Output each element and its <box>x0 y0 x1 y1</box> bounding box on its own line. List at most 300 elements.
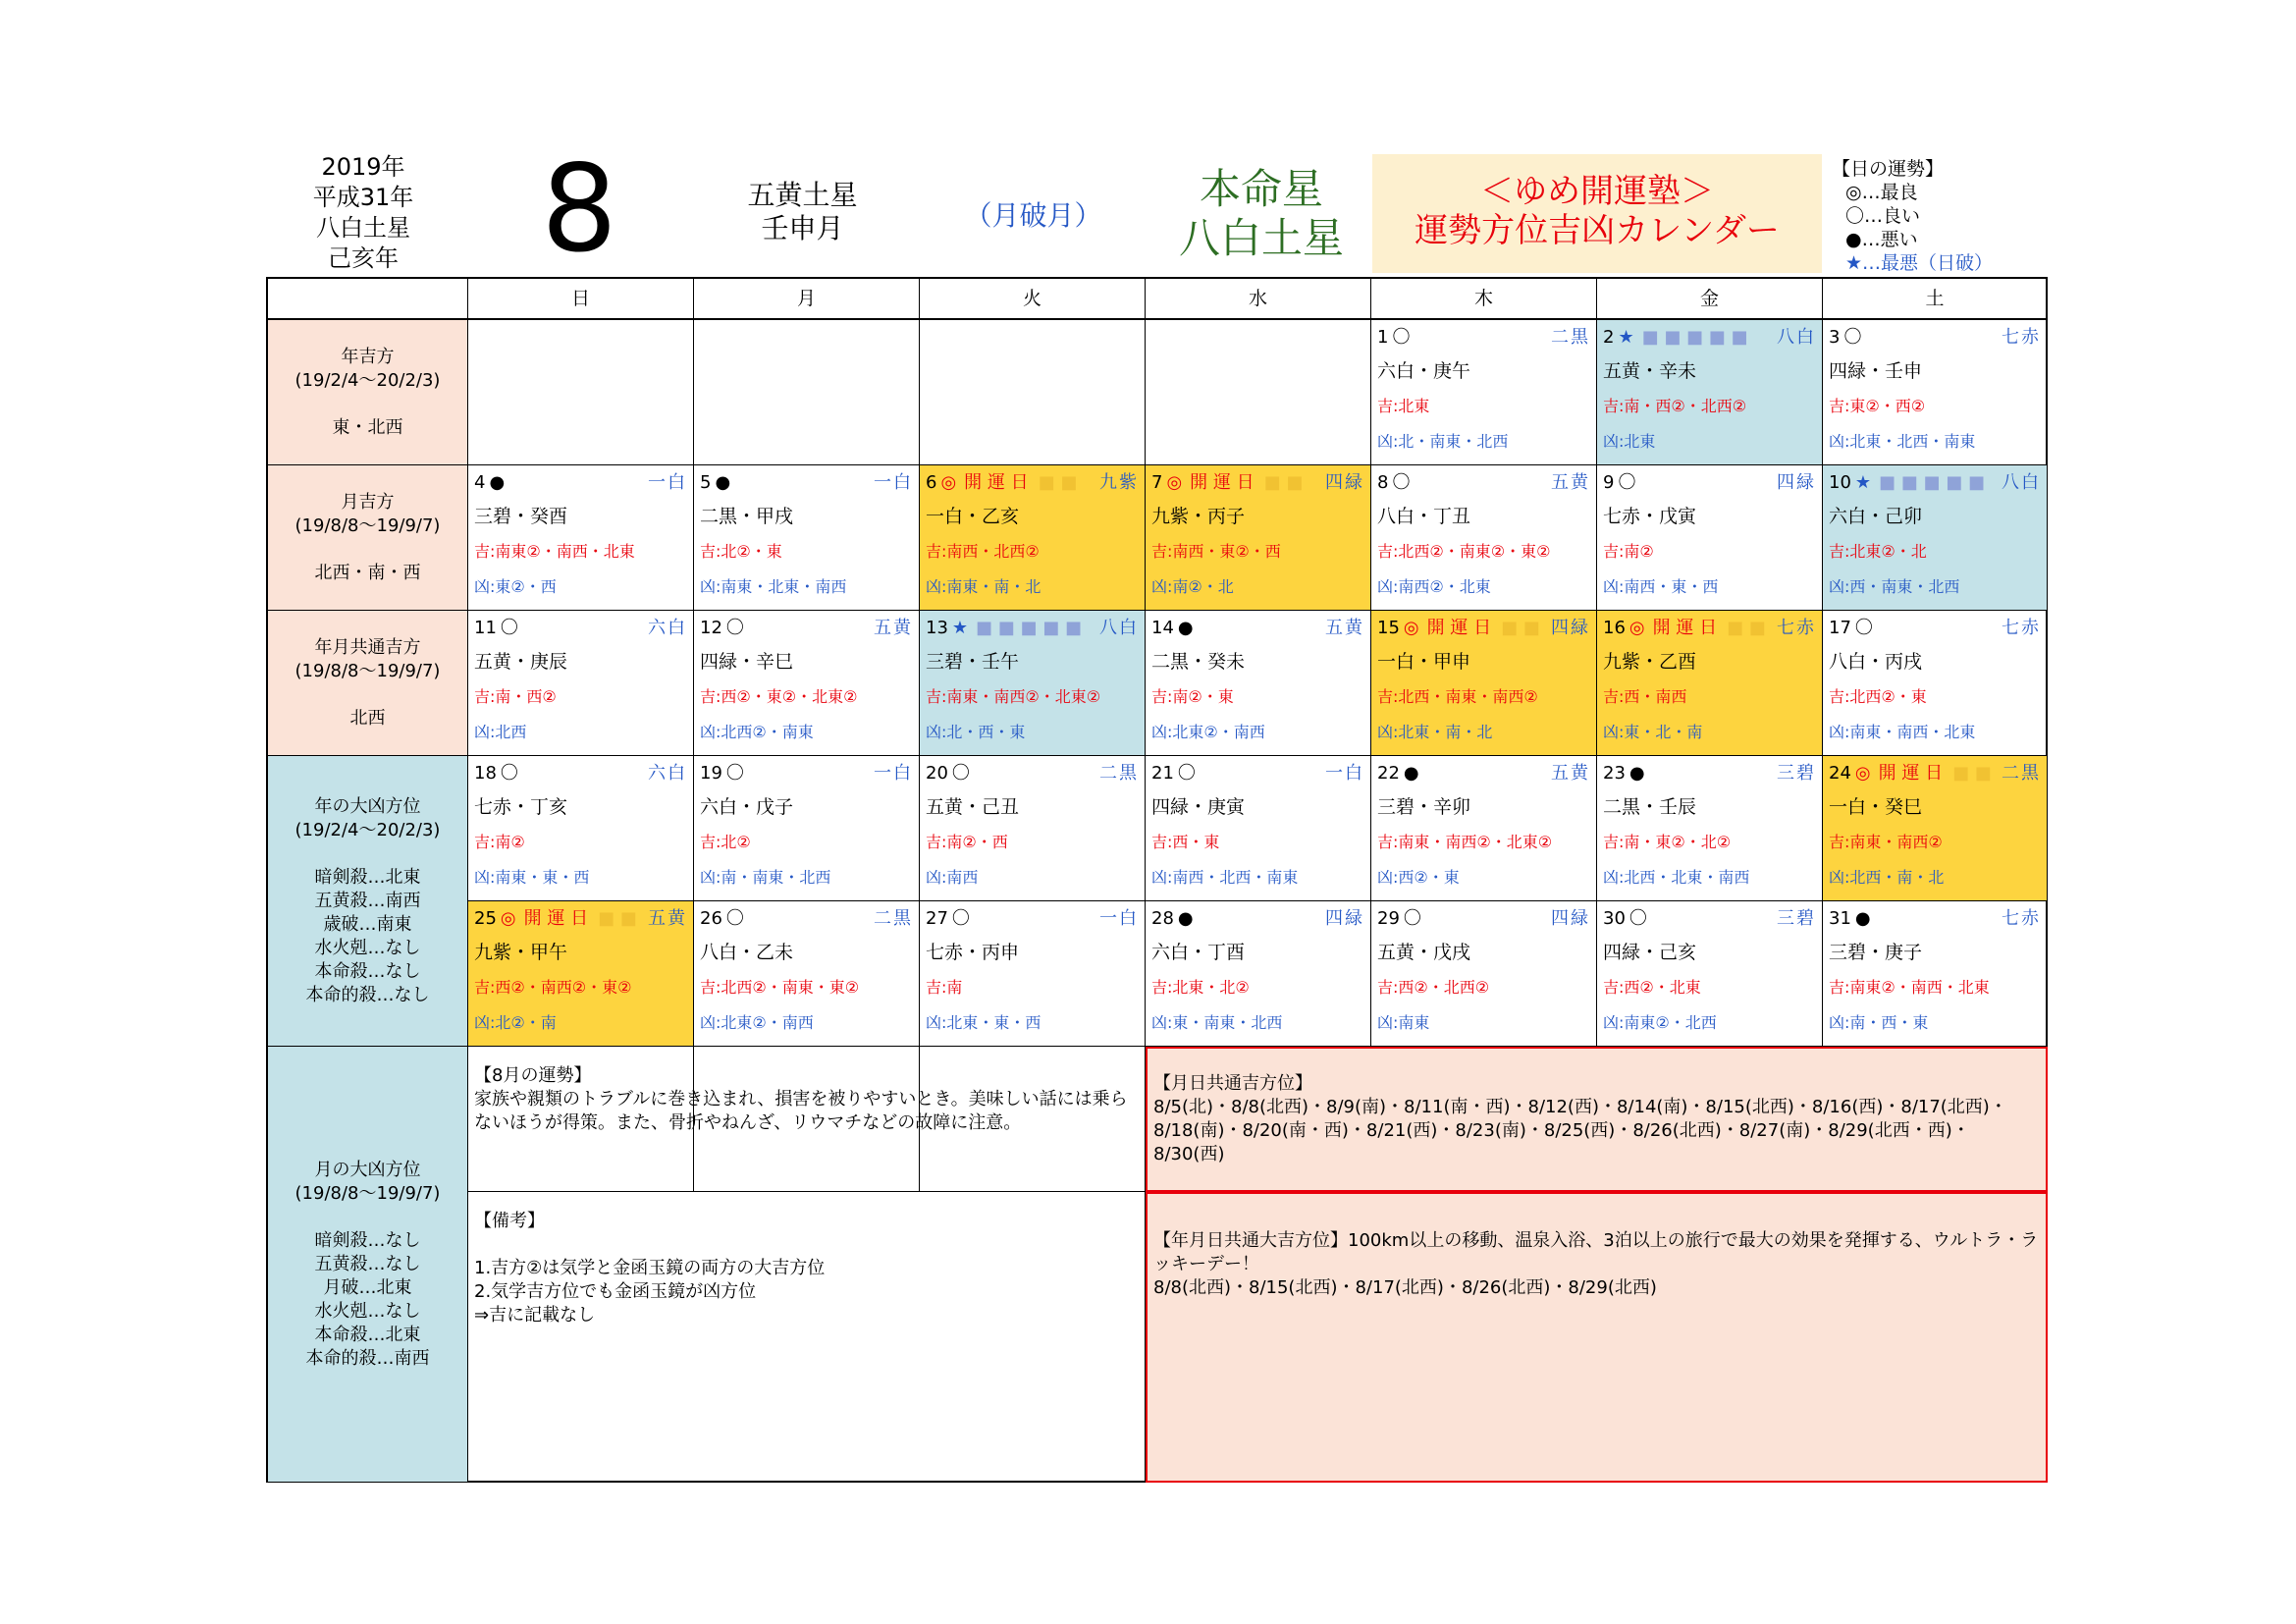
kaiun-squares: ■ ■ <box>1038 472 1078 493</box>
day-header-line <box>700 762 913 785</box>
day-number: 21 <box>1151 763 1174 784</box>
day-star: 二黒 <box>2002 763 2041 784</box>
honmei-line: 本命星 <box>1199 165 1323 213</box>
day-cell[interactable] <box>1371 320 1597 465</box>
fortune-title: 【8月の運勢】 <box>474 1065 592 1086</box>
month-number: 8 <box>541 139 617 279</box>
day-number: 11 <box>474 618 497 638</box>
day-number: 14 <box>1151 618 1174 638</box>
legend-item: ★…最悪（日破） <box>1845 252 1994 274</box>
day-star: 五黄 <box>1551 472 1590 493</box>
day-kanshi: 四緑・庚寅 <box>1151 796 1246 818</box>
day-star: 三碧 <box>1777 763 1816 784</box>
day-number: 22 <box>1377 763 1400 784</box>
kaiun-label: 開 運 日 <box>1652 618 1718 638</box>
day-kanshi: 七赤・戊寅 <box>1603 506 1697 527</box>
day-number: 10 <box>1829 472 1851 493</box>
day-fortune-mark: ★ <box>1854 472 1872 493</box>
sidebar-line: 東・北西 <box>332 417 403 438</box>
sidebar-line: 本命的殺…南西 <box>305 1348 430 1369</box>
notes-line: 2.気学吉方位でも金函玉鏡が凶方位 <box>474 1281 757 1302</box>
day-number: 8 <box>1377 472 1389 493</box>
day-good-direction: 吉:南② <box>1603 542 1654 561</box>
sidebar-line: 年吉方 <box>341 347 395 367</box>
day-header-line <box>1603 617 1816 640</box>
day-fortune-mark: ★ <box>1618 327 1634 348</box>
day-fortune-mark: 〇 <box>951 763 970 784</box>
day-fortune-mark: ● <box>1854 908 1871 929</box>
day-star: 一白 <box>874 763 913 784</box>
day-header-line <box>1829 326 2041 350</box>
day-kanshi: 三碧・壬午 <box>926 651 1020 673</box>
day-star: 七赤 <box>2002 908 2041 929</box>
day-bad-direction: 凶:北・南東・北西 <box>1377 432 1509 451</box>
day-header-line <box>700 617 913 640</box>
header-corner <box>268 279 468 320</box>
day-good-direction: 吉:北東②・北 <box>1829 542 1927 561</box>
day-cell[interactable] <box>1371 611 1597 756</box>
weekday-header: 土 <box>1823 279 2048 320</box>
year-info <box>294 152 432 274</box>
day-kanshi: 一白・甲申 <box>1377 651 1471 673</box>
day-star: 四緑 <box>1325 908 1364 929</box>
kaiun-label: 開 運 日 <box>1190 472 1255 493</box>
day-bad-direction: 凶:西②・東 <box>1377 868 1460 887</box>
month-star <box>721 179 883 245</box>
day-star: 一白 <box>648 472 687 493</box>
day-bad-direction: 凶:南・南東・北西 <box>700 868 831 887</box>
legend-item: 〇…良い <box>1845 205 1921 227</box>
weekday-header: 月 <box>694 279 920 320</box>
day-header-line <box>1377 326 1590 350</box>
day-bad-direction: 凶:南東・南・北 <box>926 577 1041 596</box>
kaiun-label: 開 運 日 <box>1878 763 1944 784</box>
day-cell[interactable] <box>1597 901 1823 1047</box>
day-star: 五黄 <box>648 908 687 929</box>
day-bad-direction: 凶:南・西・東 <box>1829 1013 1929 1032</box>
day-fortune-mark: ◎ <box>1403 618 1419 638</box>
kaiun-label: 開 運 日 <box>964 472 1029 493</box>
notes-spacer <box>474 1233 1139 1257</box>
day-cell[interactable] <box>920 756 1146 901</box>
sidebar-line: 本命殺…北東 <box>314 1325 421 1345</box>
day-cell[interactable] <box>1823 320 2048 465</box>
sidebar-line: (19/8/8～19/9/7) <box>294 661 441 681</box>
day-cell[interactable] <box>1823 901 2048 1047</box>
day-good-direction: 吉:西・東 <box>1151 833 1220 851</box>
day-kanshi: 五黄・辛未 <box>1603 360 1697 382</box>
month-star-line: 壬申月 <box>761 212 844 244</box>
day-bad-direction: 凶:北・西・東 <box>926 723 1026 741</box>
day-good-direction: 吉:北西・南東・南西② <box>1377 687 1538 706</box>
day-bad-direction: 凶:南②・北 <box>1151 577 1234 596</box>
day-fortune-mark: 〇 <box>725 908 744 929</box>
day-header-line <box>1603 326 1816 350</box>
sidebar-line <box>268 393 467 416</box>
day-bad-direction: 凶:北西 <box>474 723 527 741</box>
kaiun-squares: ■ ■ <box>1727 618 1766 638</box>
day-kanshi: 六白・己卯 <box>1829 506 1923 527</box>
day-number: 24 <box>1829 763 1851 784</box>
day-good-direction: 吉:南・西②・北西② <box>1603 397 1747 415</box>
ultra-lucky-text: 8/8(北西)・8/15(北西)・8/17(北西)・8/26(北西)・8/29(北西) <box>1153 1277 1657 1298</box>
day-cell[interactable] <box>1597 465 1823 611</box>
day-star: 二黒 <box>874 908 913 929</box>
day-good-direction: 吉:南東②・南西・北東 <box>474 542 635 561</box>
weekday-header: 火 <box>920 279 1146 320</box>
year-line: 平成31年 <box>312 184 414 211</box>
day-kanshi: 八白・丙戌 <box>1829 651 1923 673</box>
day-cell[interactable] <box>1597 756 1823 901</box>
day-fortune-mark: 〇 <box>1177 763 1196 784</box>
day-good-direction: 吉:南②・東 <box>1151 687 1234 706</box>
day-good-direction: 吉:西②・南西②・東② <box>474 978 632 997</box>
day-bad-direction: 凶:北東・南・北 <box>1377 723 1493 741</box>
day-good-direction: 吉:西②・北西② <box>1377 978 1490 997</box>
day-cell[interactable] <box>1823 756 2048 901</box>
sidebar-line <box>268 683 467 707</box>
calendar-grid <box>266 277 2048 1483</box>
day-fortune-mark: ◎ <box>1629 618 1645 638</box>
sidebar-line: 月破…北東 <box>323 1277 412 1298</box>
sidebar-line <box>268 538 467 562</box>
day-cell[interactable] <box>694 611 920 756</box>
day-fortune-mark: 〇 <box>1392 472 1411 493</box>
day-bad-direction: 凶:南西・東・西 <box>1603 577 1719 596</box>
sidebar-line: 北西・南・西 <box>314 563 421 583</box>
day-bad-direction: 凶:南西②・北東 <box>1377 577 1491 596</box>
day-header-line <box>1829 762 2041 785</box>
notes-line: ⇒吉に記載なし <box>474 1305 596 1326</box>
empty-day-cell <box>694 320 920 465</box>
day-cell[interactable] <box>1597 611 1823 756</box>
day-good-direction: 吉:東②・西② <box>1829 397 1926 415</box>
day-bad-direction: 凶:北西②・南東 <box>700 723 814 741</box>
day-bad-direction: 凶:西・南東・北西 <box>1829 577 1960 596</box>
day-star: 四緑 <box>1551 908 1590 929</box>
year-line: 己亥年 <box>328 244 399 272</box>
day-bad-direction: 凶:南西・北西・南東 <box>1151 868 1299 887</box>
kaiun-squares: ■ ■ <box>1501 618 1540 638</box>
day-star: 九紫 <box>1099 472 1139 493</box>
sidebar-line: 月の大凶方位 <box>314 1160 421 1180</box>
day-fortune-mark: 〇 <box>1392 327 1411 348</box>
day-bad-direction: 凶:東・北・南 <box>1603 723 1703 741</box>
day-header-line <box>1151 907 1364 931</box>
day-fortune-mark: 〇 <box>500 618 518 638</box>
year-line: 八白土星 <box>316 214 410 242</box>
day-star: 二黒 <box>1099 763 1139 784</box>
day-cell[interactable] <box>694 901 920 1047</box>
day-cell[interactable] <box>694 756 920 901</box>
day-header-line <box>1603 471 1816 495</box>
day-header-line <box>926 617 1139 640</box>
bad-day-squares: ■ ■ ■ ■ ■ <box>976 618 1082 638</box>
sidebar-line <box>268 842 467 866</box>
sidebar-line: 水火剋…なし <box>314 938 421 958</box>
day-bad-direction: 凶:北②・南 <box>474 1013 557 1032</box>
sidebar-section <box>268 611 468 756</box>
day-cell[interactable] <box>1371 756 1597 901</box>
sidebar-line: 暗剣殺…北東 <box>314 867 421 888</box>
day-kanshi: 四緑・己亥 <box>1603 942 1697 963</box>
day-star: 一白 <box>1325 763 1364 784</box>
day-number: 16 <box>1603 618 1626 638</box>
day-good-direction: 吉:北東 <box>1377 397 1430 415</box>
day-kanshi: 七赤・丁亥 <box>474 796 568 818</box>
day-fortune-mark: 〇 <box>1843 327 1862 348</box>
day-star: 三碧 <box>1777 908 1816 929</box>
day-number: 17 <box>1829 618 1851 638</box>
honmei-star <box>1148 165 1374 263</box>
day-header-line <box>1377 907 1590 931</box>
day-cell[interactable] <box>1371 465 1597 611</box>
empty-day-cell <box>468 320 694 465</box>
day-bad-direction: 凶:南東・南西・北東 <box>1829 723 1976 741</box>
day-star: 七赤 <box>2002 618 2041 638</box>
sidebar-section <box>268 320 468 465</box>
day-fortune-mark: ● <box>1177 908 1194 929</box>
day-cell[interactable] <box>920 465 1146 611</box>
day-number: 20 <box>926 763 948 784</box>
day-cell[interactable] <box>920 611 1146 756</box>
day-bad-direction: 凶:北東・北西・南東 <box>1829 432 1976 451</box>
day-header-line <box>926 762 1139 785</box>
year-line: 2019年 <box>321 153 405 181</box>
kaiun-label: 開 運 日 <box>1426 618 1492 638</box>
fortune-box <box>468 1047 1146 1192</box>
day-star: 七赤 <box>2002 327 2041 348</box>
day-good-direction: 吉:北② <box>700 833 751 851</box>
day-good-direction: 吉:北西②・南東②・東② <box>1377 542 1551 561</box>
day-cell[interactable] <box>468 465 694 611</box>
day-cell[interactable] <box>468 756 694 901</box>
sidebar-line: (19/8/8～19/9/7) <box>294 1183 441 1204</box>
day-number: 1 <box>1377 327 1389 348</box>
day-kanshi: 三碧・辛卯 <box>1377 796 1471 818</box>
common-direction-text: 8/5(北)・8/8(北西)・8/9(南)・8/11(南・西)・8/12(西)・8/14(南)・8/15(北西)・8/16(西)・8/17(北西)・8/18(南)・8/20(南・西)・8/21(西)・8/23(南)・8/25(西)・8/26(北西)・8/27(南)・8/29(北西・西)・8/30(西) <box>1153 1097 2007 1164</box>
day-good-direction: 吉:南東・南西②・北東② <box>1377 833 1553 851</box>
day-number: 23 <box>1603 763 1626 784</box>
day-fortune-mark: 〇 <box>1854 618 1873 638</box>
day-cell[interactable] <box>468 901 694 1047</box>
day-kanshi: 一白・癸巳 <box>1829 796 1923 818</box>
day-good-direction: 吉:北西②・東 <box>1829 687 1927 706</box>
day-bad-direction: 凶:南西 <box>926 868 979 887</box>
day-kanshi: 二黒・甲戌 <box>700 506 794 527</box>
day-header-line <box>700 907 913 931</box>
day-number: 31 <box>1829 908 1851 929</box>
day-good-direction: 吉:西②・北東 <box>1603 978 1701 997</box>
sidebar-line: (19/8/8～19/9/7) <box>294 515 441 536</box>
day-number: 12 <box>700 618 722 638</box>
day-header-line <box>1151 617 1364 640</box>
day-number: 18 <box>474 763 497 784</box>
day-fortune-mark: ◎ <box>500 908 516 929</box>
day-header-line <box>474 617 687 640</box>
day-star: 一白 <box>874 472 913 493</box>
legend-title: 【日の運勢】 <box>1832 158 1945 180</box>
day-good-direction: 吉:南・東②・北② <box>1603 833 1732 851</box>
day-kanshi: 五黄・庚辰 <box>474 651 568 673</box>
sidebar-line: 歳破…南東 <box>323 914 412 935</box>
day-cell[interactable] <box>1146 901 1371 1047</box>
day-cell[interactable] <box>1146 465 1371 611</box>
day-star: 四緑 <box>1551 618 1590 638</box>
gappa-label: （月破月） <box>964 199 1102 232</box>
ultra-lucky-title: 【年月日共通大吉方位】100km以上の移動、温泉入浴、3泊以上の旅行で最大の効果を発揮する、ウルトラ・ラッキーデー！ <box>1153 1230 2039 1274</box>
day-star: 八白 <box>1099 618 1139 638</box>
day-header-line <box>700 471 913 495</box>
sidebar-section <box>268 1047 468 1483</box>
weekday-header: 木 <box>1371 279 1597 320</box>
day-kanshi: 六白・庚午 <box>1377 360 1471 382</box>
weekday-header: 金 <box>1597 279 1823 320</box>
day-good-direction: 吉:西②・東②・北東② <box>700 687 858 706</box>
day-number: 7 <box>1151 472 1163 493</box>
day-kanshi: 七赤・丙申 <box>926 942 1020 963</box>
notes-line: 1.吉方②は気学と金函玉鏡の両方の大吉方位 <box>474 1258 826 1278</box>
day-good-direction: 吉:南東・南西② <box>1829 833 1943 851</box>
sidebar-line: (19/2/4～20/2/3) <box>294 370 441 391</box>
day-bad-direction: 凶:北東②・南西 <box>700 1013 814 1032</box>
day-fortune-mark: ◎ <box>1854 763 1871 784</box>
notes-title: 【備考】 <box>474 1211 545 1231</box>
day-cell[interactable] <box>468 611 694 756</box>
day-kanshi: 八白・丁丑 <box>1377 506 1471 527</box>
day-kanshi: 四緑・壬申 <box>1829 360 1923 382</box>
ultra-lucky-box <box>1146 1192 2048 1483</box>
day-header-line <box>1151 471 1364 495</box>
day-fortune-mark: 〇 <box>951 908 970 929</box>
day-header-line <box>1603 762 1816 785</box>
day-header-line <box>1377 617 1590 640</box>
day-header-line <box>1829 907 2041 931</box>
day-fortune-mark: 〇 <box>1403 908 1421 929</box>
sidebar-line: 五黄殺…南西 <box>314 891 421 911</box>
day-cell[interactable] <box>1146 756 1371 901</box>
day-fortune-mark: ◎ <box>940 472 957 493</box>
day-kanshi: 三碧・庚子 <box>1829 942 1923 963</box>
day-header-line <box>1377 471 1590 495</box>
month-star-line: 五黄土星 <box>747 179 858 211</box>
sidebar-line: 北西 <box>349 708 386 729</box>
day-number: 28 <box>1151 908 1174 929</box>
day-number: 25 <box>474 908 497 929</box>
day-star: 二黒 <box>1551 327 1590 348</box>
sidebar-line: 本命的殺…なし <box>305 985 430 1005</box>
day-bad-direction: 凶:北東②・南西 <box>1151 723 1265 741</box>
day-cell[interactable] <box>1371 901 1597 1047</box>
common-direction-title: 【月日共通吉方位】 <box>1153 1073 1312 1094</box>
day-cell[interactable] <box>694 465 920 611</box>
day-bad-direction: 凶:南東・北東・南西 <box>700 577 847 596</box>
weekday-header: 日 <box>468 279 694 320</box>
day-fortune-mark: 〇 <box>500 763 518 784</box>
day-cell[interactable] <box>920 901 1146 1047</box>
day-fortune-mark: ● <box>1629 763 1645 784</box>
day-star: 八白 <box>2002 472 2041 493</box>
day-kanshi: 六白・戊子 <box>700 796 794 818</box>
day-bad-direction: 凶:南東 <box>1377 1013 1430 1032</box>
day-number: 29 <box>1377 908 1400 929</box>
title-line: 運勢方位吉凶カレンダー <box>1415 211 1780 250</box>
day-good-direction: 吉:南東・南西②・北東② <box>926 687 1101 706</box>
day-star: 八白 <box>1777 327 1816 348</box>
day-cell[interactable] <box>1597 320 1823 465</box>
day-cell[interactable] <box>1823 611 2048 756</box>
day-kanshi: 九紫・乙酉 <box>1603 651 1697 673</box>
day-number: 4 <box>474 472 486 493</box>
day-number: 6 <box>926 472 937 493</box>
legend-item: ●…悪い <box>1845 229 1918 250</box>
sidebar-line: 年月共通吉方 <box>314 637 421 658</box>
day-fortune-mark: ● <box>1403 763 1419 784</box>
day-fortune-mark: ★ <box>951 618 969 638</box>
day-header-line <box>926 471 1139 495</box>
day-kanshi: 四緑・辛巳 <box>700 651 794 673</box>
bad-day-squares: ■ ■ ■ ■ ■ <box>1641 327 1748 348</box>
sidebar-line: 月吉方 <box>341 492 395 513</box>
honmei-line: 八白土星 <box>1178 214 1344 262</box>
sidebar-line: (19/2/4～20/2/3) <box>294 820 441 840</box>
bad-day-squares: ■ ■ ■ ■ ■ <box>1879 472 1985 493</box>
day-header-line <box>926 907 1139 931</box>
kaiun-label: 開 運 日 <box>523 908 589 929</box>
day-number: 3 <box>1829 327 1841 348</box>
day-good-direction: 吉:南・西② <box>474 687 557 706</box>
day-bad-direction: 凶:南東②・北西 <box>1603 1013 1717 1032</box>
day-fortune-mark: ● <box>715 472 731 493</box>
fortune-text: 家族や親類のトラブルに巻き込まれ、損害を被りやすいとき。美味しい話には乗らないほうが得策。また、骨折やねんざ、リウマチなどの故障に注意。 <box>474 1089 1128 1133</box>
day-kanshi: 三碧・癸酉 <box>474 506 568 527</box>
day-cell[interactable] <box>1146 611 1371 756</box>
legend <box>1832 157 2028 275</box>
day-bad-direction: 凶:北西・北東・南西 <box>1603 868 1750 887</box>
day-kanshi: 二黒・壬辰 <box>1603 796 1697 818</box>
kaiun-squares: ■ ■ <box>598 908 637 929</box>
day-star: 六白 <box>648 763 687 784</box>
notes-box <box>468 1192 1146 1483</box>
day-star: 一白 <box>1099 908 1139 929</box>
sidebar-line <box>268 1206 467 1229</box>
day-cell[interactable] <box>1823 465 2048 611</box>
day-bad-direction: 凶:北東・東・西 <box>926 1013 1041 1032</box>
day-good-direction: 吉:北西②・南東・東② <box>700 978 860 997</box>
kaiun-squares: ■ ■ <box>1952 763 1992 784</box>
day-header-line <box>474 762 687 785</box>
day-bad-direction: 凶:北西・南・北 <box>1829 868 1945 887</box>
day-star: 五黄 <box>874 618 913 638</box>
day-star: 六白 <box>648 618 687 638</box>
empty-day-cell <box>920 320 1146 465</box>
weekday-header: 水 <box>1146 279 1371 320</box>
day-header-line <box>1603 907 1816 931</box>
title-line: ＜ゆめ開運塾＞ <box>1480 172 1714 211</box>
day-kanshi: 五黄・己丑 <box>926 796 1020 818</box>
day-header-line <box>1151 762 1364 785</box>
day-good-direction: 吉:北②・東 <box>700 542 782 561</box>
sidebar-line: 五黄殺…なし <box>314 1254 421 1274</box>
day-fortune-mark: 〇 <box>1618 472 1636 493</box>
empty-day-cell <box>1146 320 1371 465</box>
day-bad-direction: 凶:北東 <box>1603 432 1656 451</box>
kaiun-squares: ■ ■ <box>1263 472 1304 493</box>
day-good-direction: 吉:西・南西 <box>1603 687 1687 706</box>
sidebar-line: 暗剣殺…なし <box>314 1230 421 1251</box>
day-bad-direction: 凶:東②・西 <box>474 577 557 596</box>
sidebar-line: 水火剋…なし <box>314 1301 421 1322</box>
